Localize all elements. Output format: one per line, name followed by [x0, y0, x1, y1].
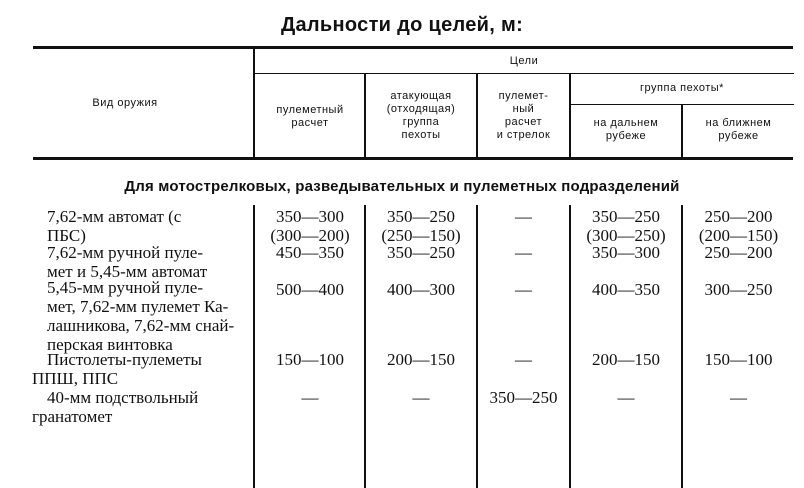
targets-rule — [254, 73, 794, 74]
value-cell: 250—200 (200—150) — [698, 207, 779, 245]
infantry-group-header: группа пехоты* — [640, 82, 724, 94]
value-cell: 150—100 — [276, 350, 344, 369]
header-col-divider — [569, 74, 571, 157]
value-cell: 350—300 — [592, 243, 660, 262]
weapon-name: Пистолеты-пулеметы ППШ, ППС — [32, 350, 202, 388]
table-row — [0, 278, 804, 354]
table-row — [0, 388, 804, 426]
value-cell: 350—250 (250—150) — [381, 207, 461, 245]
value-cell: 450—350 — [276, 243, 344, 262]
col-header-far-line: на дальнем рубеже — [593, 117, 659, 142]
col-header-machinegun-crew: пулеметный расчет — [276, 104, 344, 129]
value-cell: 400—300 — [387, 280, 455, 299]
weapon-name: 40-мм подствольный гранатомет — [32, 388, 199, 426]
value-cell: 350—250 — [489, 388, 558, 407]
value-cell: — — [412, 388, 430, 407]
value-cell: — — [301, 388, 319, 407]
weapon-column-header: Вид оружия — [92, 97, 158, 109]
value-cell: 300—250 — [704, 280, 773, 299]
col-header-near-line: на ближнем рубеже — [705, 117, 772, 142]
value-cell: 200—150 — [387, 350, 455, 369]
value-cell: 150—100 — [704, 350, 773, 369]
value-cell: — — [515, 243, 532, 262]
top-rule — [33, 46, 793, 49]
table-title: Дальности до целей, м: — [280, 14, 524, 36]
value-cell: 500—400 — [276, 280, 344, 299]
value-cell: 350—250 — [387, 243, 455, 262]
value-cell: 350—300 (300—200) — [270, 207, 350, 245]
targets-header: Цели — [509, 55, 539, 67]
value-cell: — — [515, 280, 532, 299]
table-row — [0, 243, 804, 281]
value-cell: — — [617, 388, 635, 407]
value-cell: 350—250 (300—250) — [586, 207, 666, 245]
weapon-name: 5,45-мм ручной пуле- мет, 7,62-мм пулемет Ка- лашникова, 7,62-мм снай- перская винтовка — [47, 278, 235, 354]
col-header-attacking-group: атакующая (отходящая) группа пехоты — [386, 90, 456, 141]
weapon-name: 7,62-мм автомат (с ПБС) — [47, 207, 182, 245]
value-cell: 200—150 — [592, 350, 660, 369]
value-cell: — — [515, 207, 532, 226]
value-cell: 400—350 — [592, 280, 660, 299]
table-row — [0, 350, 804, 388]
table-row — [0, 207, 804, 245]
value-cell: 250—200 — [704, 243, 773, 262]
header-bottom-rule — [33, 157, 793, 160]
value-cell: — — [730, 388, 747, 407]
value-cell: — — [515, 350, 532, 369]
weapon-name: 7,62-мм ручной пуле- мет и 5,45-мм автомат — [47, 243, 208, 281]
section-heading: Для мотострелковых, разведывательных и пулеметных подразделений — [124, 178, 680, 195]
col-header-crew-and-rifleman: пулемет- ный расчет и стрелок — [496, 90, 551, 141]
